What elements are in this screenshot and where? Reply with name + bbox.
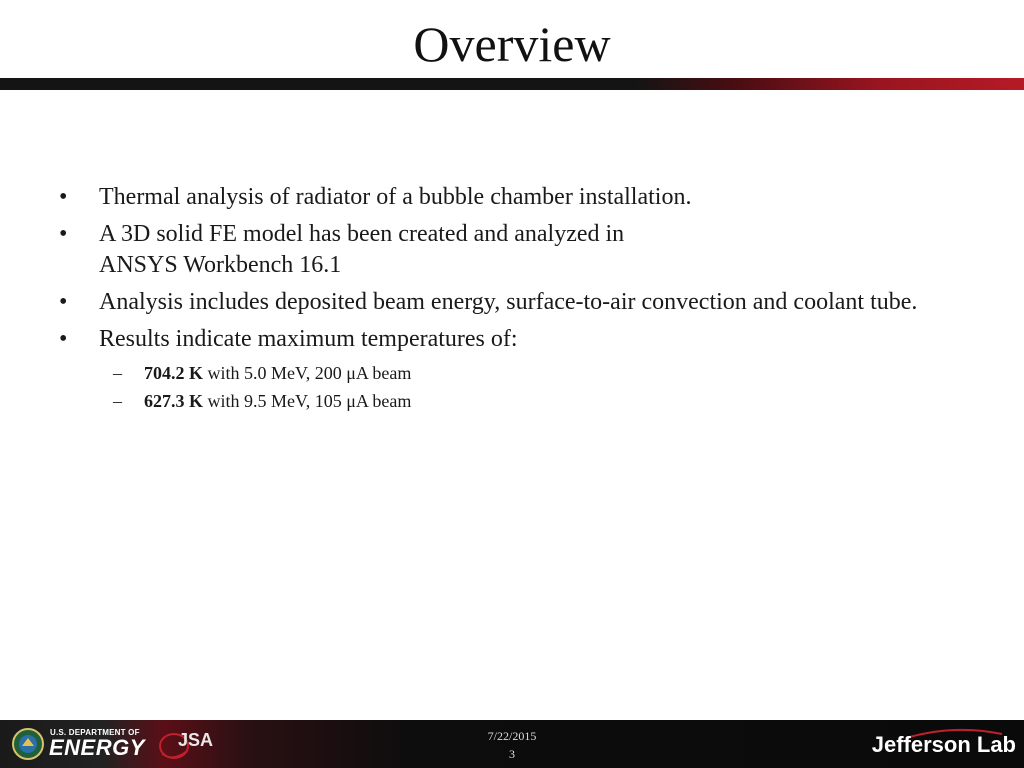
temperature-value: 627.3 K — [144, 391, 204, 411]
jefferson-lab-logo: Jefferson Lab — [871, 732, 1016, 757]
slide-number: 3 — [509, 747, 515, 761]
sub-bullet-text: with 9.5 MeV, 105 μA beam — [203, 391, 412, 411]
sub-bullet-mark: – — [113, 363, 122, 383]
doe-department-label: U.S. DEPARTMENT OF — [50, 728, 140, 737]
bullet-text: Thermal analysis of radiator of a bubble chamber installation. — [99, 184, 692, 210]
bullet-text: Analysis includes deposited beam energy, surface-to-air convection and coolant tube. — [99, 289, 918, 315]
bullet-item — [55, 287, 955, 318]
bullet-item — [55, 324, 955, 355]
sub-bullet-mark: – — [113, 391, 122, 411]
temperature-value: 704.2 K — [144, 363, 204, 383]
title-bar — [0, 78, 1024, 90]
bullet-text: Results indicate maximum temperatures of: — [99, 326, 518, 352]
sub-bullet-item — [55, 361, 955, 385]
bullet-item — [55, 219, 955, 281]
bullet-mark: • — [59, 289, 68, 315]
jsa-logo-text: JSA — [178, 730, 214, 750]
bullet-item — [55, 182, 955, 213]
doe-energy-logo: ENERGY — [49, 735, 145, 760]
bullet-mark: • — [59, 326, 68, 352]
bullet-list — [55, 182, 955, 417]
bullet-text-continued: ANSYS Workbench 16.1 — [99, 252, 342, 278]
slide-date: 7/22/2015 — [487, 729, 537, 743]
footer-bar — [0, 720, 1024, 768]
bullet-mark: • — [59, 184, 68, 210]
slide-title: Overview — [413, 16, 611, 72]
title-area — [0, 0, 1024, 78]
bullet-mark: • — [59, 221, 68, 247]
sub-bullet-text: with 5.0 MeV, 200 μA beam — [203, 363, 412, 383]
doe-seal-icon — [12, 728, 44, 760]
bullet-text: A 3D solid FE model has been created and analyzed in — [99, 221, 625, 247]
sub-bullet-item — [55, 389, 955, 413]
